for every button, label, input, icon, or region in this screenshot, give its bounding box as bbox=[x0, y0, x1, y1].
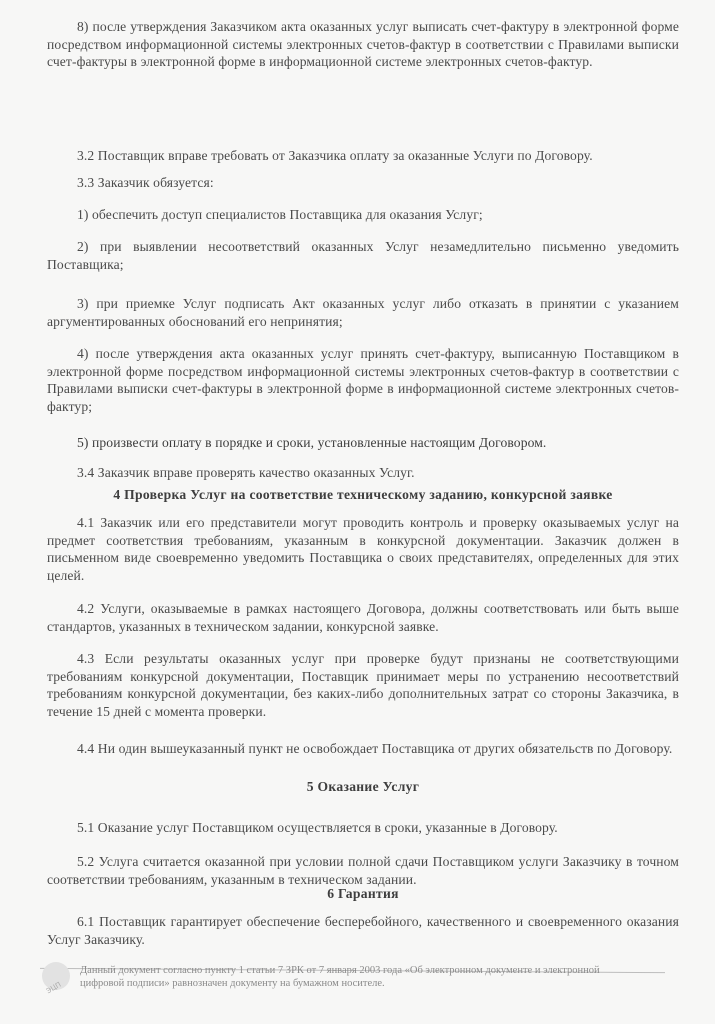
paragraph-3-2: 3.2 Поставщик вправе требовать от Заказчика оплату за оказанные Услуги по Договору. bbox=[77, 148, 593, 163]
paragraph-3-3-3: 3) при приемке Услуг подписать Акт оказанных услуг либо отказать в принятии с указанием аргументированных обоснований его непринятия; bbox=[47, 296, 679, 329]
paragraph-3-3: 3.3 Заказчик обязуется: bbox=[77, 175, 214, 190]
paragraph-4-2: 4.2 Услуги, оказываемые в рамках настоящего Договора, должны соответствовать или быть выше стандартов, указанных в техническом задании, конкурсной заявке. bbox=[47, 601, 679, 634]
paragraph-3-1-8: 8) после утверждения Заказчиком акта оказанных услуг выписать счет-фактуру в электронной форме посредством информационной системы электронных счетов-фактур в соответствии с Правилами выписки счет-фактуры в электронной форме в информационной системе электронных счетов-фактур. bbox=[47, 19, 679, 69]
paragraph-3-4: 3.4 Заказчик вправе проверять качество оказанных Услуг. bbox=[77, 465, 415, 480]
paragraph-5-1: 5.1 Оказание услуг Поставщиком осуществляется в сроки, указанные в Договору. bbox=[77, 820, 558, 835]
paragraph-4-3: 4.3 Если результаты оказанных услуг при проверке будут признаны не соответствующими требованиям конкурсной документации, Поставщик принимает меры по устранению несоответствий требованиям конкурсной документации, без каких-либо дополнительных затрат со стороны Заказчика, в течение 15 дней с момента проверки. bbox=[47, 651, 679, 719]
paragraph-3-3-2: 2) при выявлении несоответствий оказанных Услуг незамедлительно письменно уведомить Поставщика; bbox=[47, 239, 679, 272]
paragraph-5-2: 5.2 Услуга считается оказанной при условии полной сдачи Поставщиком услуги Заказчику в точном соответствии требованиям, указанным в техническом задании. bbox=[47, 854, 679, 887]
paragraph-4-1: 4.1 Заказчик или его представители могут проводить контроль и проверку оказываемых услуг на предмет соответствия требованиям, указанным в конкурсной документации. Заказчик должен в письменном виде своевременно уведомить Поставщика о своих представителях, определенных для этих целей. bbox=[47, 515, 679, 583]
paragraph-3-3-5: 5) произвести оплату в порядке и сроки, установленные настоящим Договором. bbox=[77, 435, 547, 450]
section-4-heading: 4 Проверка Услуг на соответствие техническому заданию, конкурсной заявке bbox=[113, 487, 613, 502]
paragraph-3-3-1: 1) обеспечить доступ специалистов Поставщика для оказания Услуг; bbox=[77, 207, 483, 222]
paragraph-4-4: 4.4 Ни один вышеуказанный пункт не освобождает Поставщика от других обязательств по Договору. bbox=[77, 741, 673, 756]
footer-notice: Данный документ согласно пункту 1 статьи 7 ЗРК от 7 января 2003 года «Об электронном документе и электронной цифровой подписи» равнозначен документу на бумажном носителе. bbox=[80, 965, 600, 989]
section-6-heading: 6 Гарантия bbox=[327, 886, 399, 901]
logo-caption: ЭЦП bbox=[45, 980, 63, 996]
section-5-heading: 5 Оказание Услуг bbox=[306, 779, 420, 794]
paragraph-6-1: 6.1 Поставщик гарантирует обеспечение бесперебойного, качественного и своевременного оказания Услуг Заказчику. bbox=[47, 914, 679, 947]
paragraph-3-3-4: 4) после утверждения акта оказанных услуг принять счет-фактуру, выписанную Поставщиком в электронной форме посредством информационной системы электронных счетов-фактур в соответствии с Правилами выписки счет-фактуры в электронной форме в информационной системе электронных счетов-фактур; bbox=[47, 346, 679, 414]
